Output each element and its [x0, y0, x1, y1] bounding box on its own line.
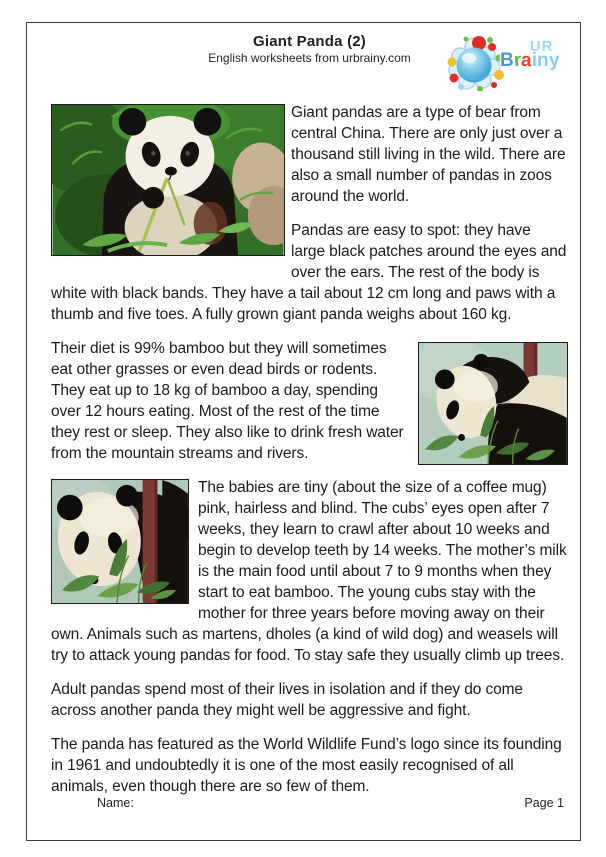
panda-closeup-illustration — [52, 480, 188, 603]
logo-letter: B — [500, 50, 514, 71]
footer — [97, 796, 564, 810]
page-subtitle: English worksheets from urbrainy.com — [208, 51, 411, 65]
header — [51, 33, 568, 72]
name-label: Name: — [97, 796, 134, 810]
page-title: Giant Panda (2) — [252, 33, 367, 50]
panda-eating-bamboo-illustration — [52, 105, 284, 255]
globe-icon — [446, 35, 504, 91]
paragraph-diet: Their diet is 99% bamboo but they will sometimes eat other grasses or even dead birds or rodents. They eat up to 18 kg of bamboo a day, spending over 12 hours eating. Most of the rest of the time they rest or sleep. They also like to drink fresh water from the mountain streams and rivers. — [51, 340, 404, 462]
logo-ur-text: UR — [529, 38, 554, 55]
logo-wordmark — [500, 39, 559, 70]
logo-letter: r — [513, 49, 522, 72]
logo-letter: n — [537, 50, 549, 71]
logo-letter: a — [520, 49, 533, 72]
logo-brainy-text — [500, 51, 559, 70]
paragraph-babies: The babies are tiny (about the size of a coffee mug) pink, hairless and blind. The cubs’ eyes open after 7 weeks, they learn to crawl after about 10 weeks and begin to develop teeth by 14 weeks. The mother’s milk is the main food until about 7 to 9 months when they start to eat bamboo. The young cubs stay with the mother for three years before moving away on their own. Animals such as martens, dholes (a kind of wild dog) and weasels will try to attack young pandas for food. To stay safe they usually climb up trees. — [51, 479, 567, 664]
panda-grazing-photo — [418, 342, 568, 465]
paragraph-appearance: Pandas are easy to spot: they have large black patches around the eyes and over the ears. The rest of the body is white with black bands. They have a tail about 12 cm long and paws with a thumb and five toes. A fully grown giant panda weighs about 160 kg. — [51, 222, 567, 323]
urbrainy-logo — [446, 35, 566, 91]
logo-letter: y — [548, 49, 560, 72]
paragraph-wwf: The panda has featured as the World Wildlife Fund’s logo since its founding in 1961 and undoubtedly it is one of the most easily recognised of all animals, even though there are so few of them. — [51, 736, 562, 795]
page-number: Page 1 — [524, 796, 564, 810]
page-inner — [27, 23, 580, 840]
panda-eating-bamboo-photo — [51, 104, 285, 256]
paragraph-adults: Adult pandas spend most of their lives in isolation and if they do come across another panda they might well be aggressive and fight. — [51, 681, 523, 719]
panda-grazing-illustration — [419, 343, 567, 464]
panda-closeup-photo — [51, 479, 189, 604]
article-body — [51, 102, 568, 797]
worksheet-page — [26, 22, 581, 841]
paragraph-intro: Giant pandas are a type of bear from central China. There are only just over a thousand still living in the wild. There are also a small number of pandas in zoos around the world. — [291, 104, 566, 205]
logo-letter: i — [531, 50, 537, 71]
